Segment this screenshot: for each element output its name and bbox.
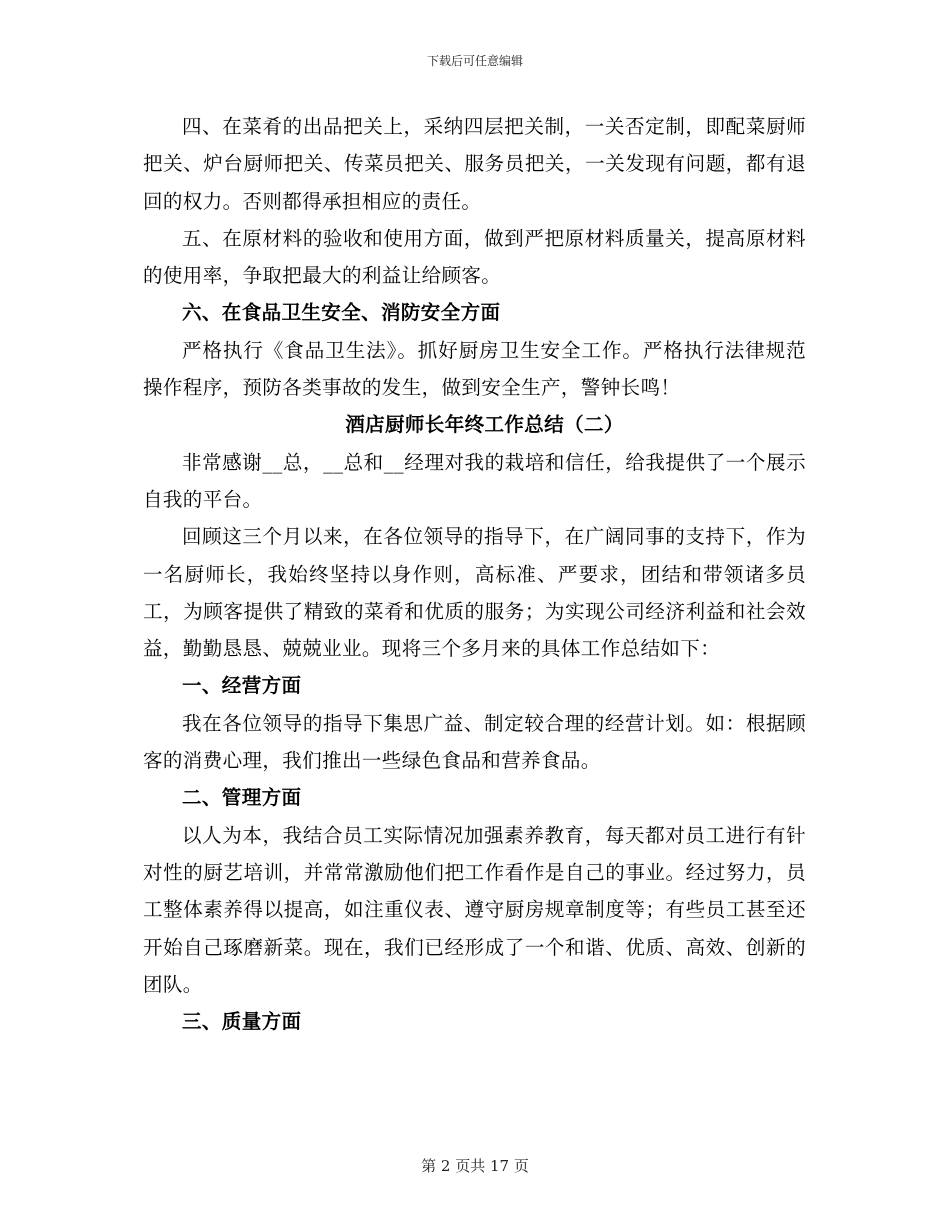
document-body	[143, 108, 806, 1040]
section-heading-6: 六、在食品卫生安全、消防安全方面	[182, 301, 501, 325]
paragraph-operations: 我在各位领导的指导下集思广益、制定较合理的经营计划。如：根据顾客的消费心理，我们推出一些绿色食品和营养食品。	[143, 711, 806, 773]
paragraph-item-5: 五、在原材料的验收和使用方面，做到严把原材料质量关，提高原材料的使用率，争取把最大的利益让给顾客。	[143, 226, 806, 288]
page-footer: 第 2 页共 17 页	[421, 1157, 529, 1175]
paragraph-food-safety: 严格执行《食品卫生法》。抓好厨房卫生安全工作。严格执行法律规范操作程序，预防各类事故的发生，做到安全生产，警钟长鸣！	[143, 338, 806, 400]
section-heading-quality: 三、质量方面	[182, 1010, 302, 1034]
paragraph-management: 以人为本，我结合员工实际情况加强素养教育，每天都对员工进行有针对性的厨艺培训，并常常激励他们把工作看作是自己的事业。经过努力，员工整体素养得以提高，如注重仪表、遵守厨房规章制度等；有些员工甚至还开始自己琢磨新菜。现在，我们已经形成了一个和谐、优质、高效、创新的团队。	[143, 823, 806, 996]
page-header: 下载后可任意编辑	[426, 54, 523, 68]
section-heading-management: 二、管理方面	[182, 786, 302, 810]
document-title: 酒店厨师长年终工作总结（二）	[345, 413, 624, 437]
section-heading-operations: 一、经营方面	[182, 674, 302, 698]
paragraph-thanks: 非常感谢__总，__总和__经理对我的栽培和信任，给我提供了一个展示自我的平台。	[143, 450, 806, 511]
paragraph-review: 回顾这三个月以来，在各位领导的指导下，在广阔同事的支持下，作为一名厨师长，我始终坚持以身作则，高标准、严要求，团结和带领诸多员工，为顾客提供了精致的菜肴和优质的服务；为实现公司经济利益和社会效益，勤勤恳恳、兢兢业业。现将三个多月来的具体工作总结如下：	[143, 525, 806, 661]
paragraph-item-4: 四、在菜肴的出品把关上，采纳四层把关制，一关否定制，即配菜厨师把关、炉台厨师把关、传菜员把关、服务员把关，一关发现有问题，都有退回的权力。否则都得承担相应的责任。	[143, 115, 806, 213]
